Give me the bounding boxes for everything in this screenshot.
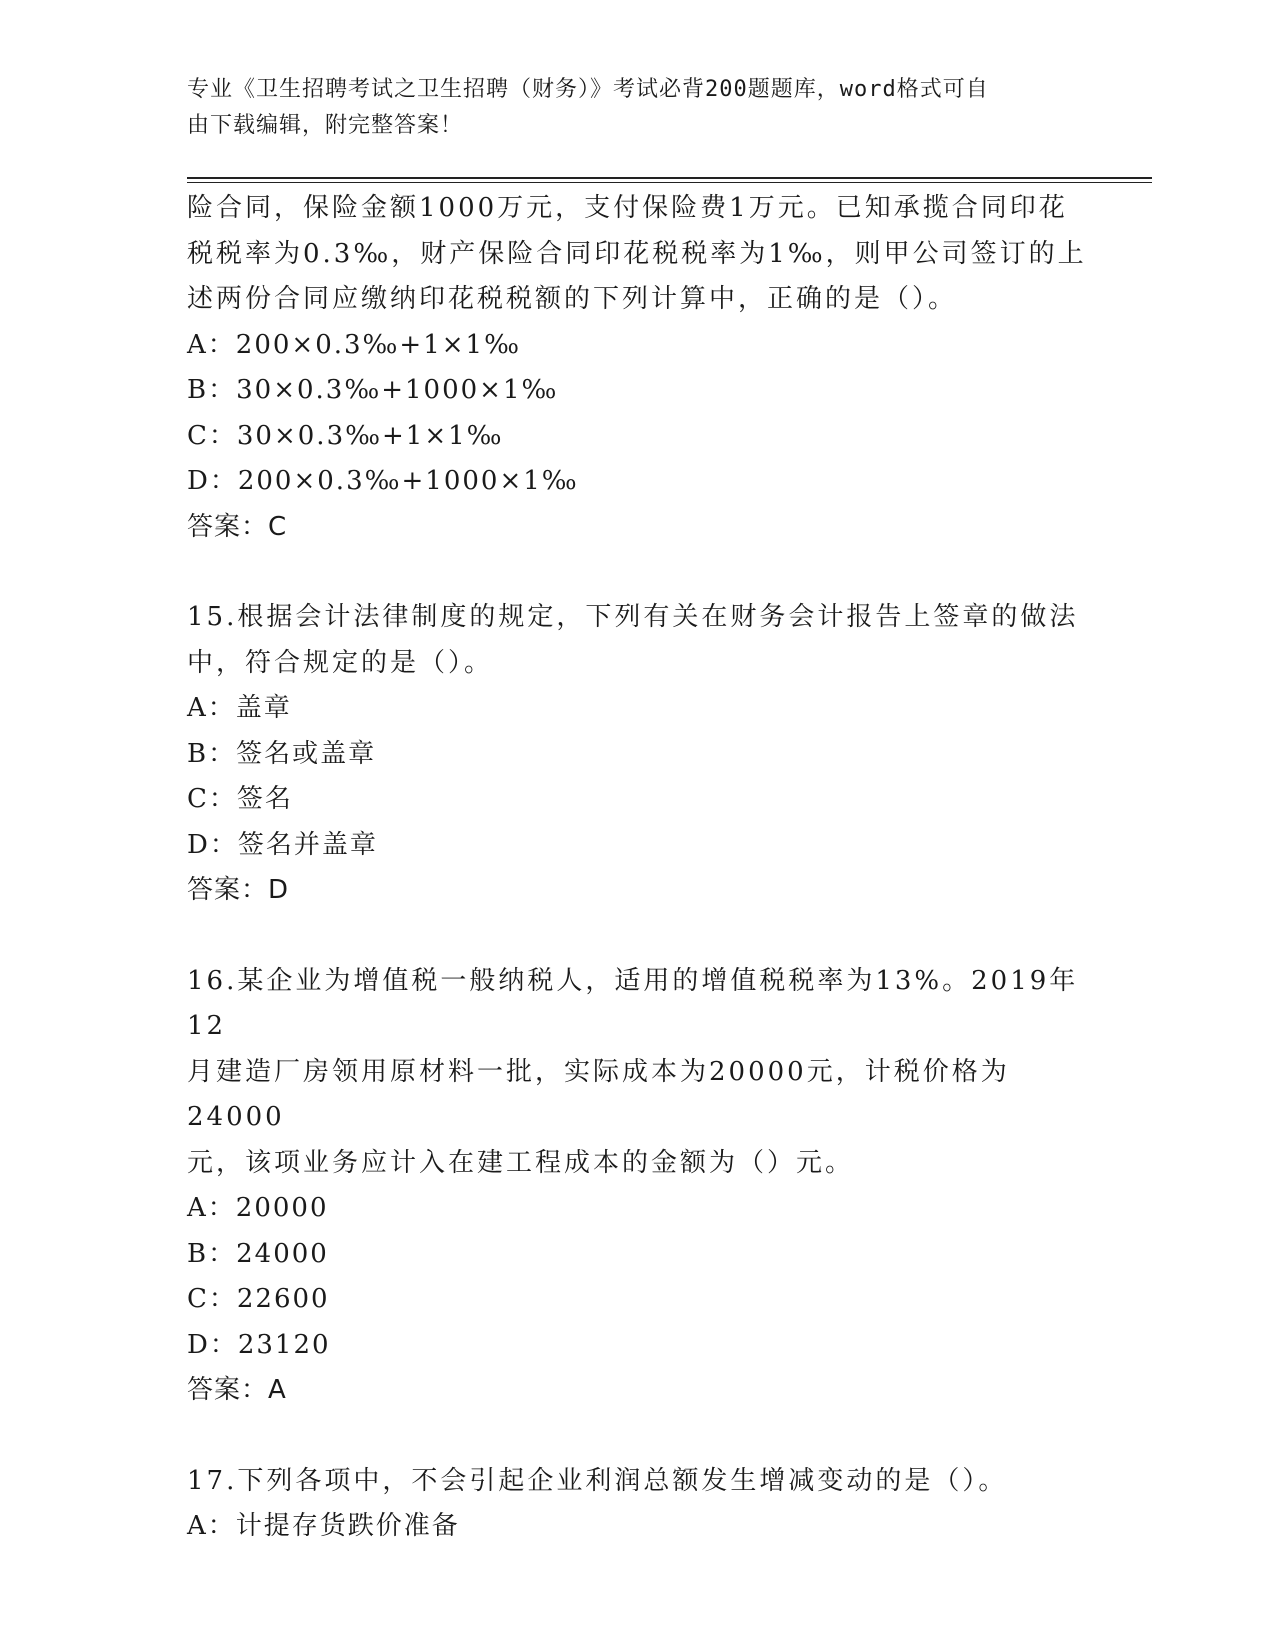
question-stem-line: 月建造厂房领用原材料一批，实际成本为20000元，计税价格为24000	[187, 1056, 1010, 1132]
question-stem-line: 税税率为0.3‰，财产保险合同印花税税率为1‰，则甲公司签订的上	[187, 238, 1087, 269]
question-14	[187, 186, 1087, 550]
option-c: C：签名	[187, 784, 293, 814]
answer: 答案：D	[187, 875, 290, 905]
document-body	[187, 186, 1087, 1550]
header-divider-thick	[187, 177, 1152, 179]
answer: 答案：A	[187, 1375, 287, 1405]
answer: 答案：C	[187, 511, 288, 542]
option-b: B：签名或盖章	[187, 738, 377, 769]
option-d: D：200×0.3‰+1000×1‰	[187, 466, 579, 496]
spacer	[187, 550, 1087, 595]
option-b: B：30×0.3‰+1000×1‰	[187, 375, 559, 405]
question-stem-line: 元，该项业务应计入在建工程成本的金额为（）元。	[187, 1147, 855, 1178]
header-divider-thin	[187, 182, 1152, 183]
option-c: C：30×0.3‰+1×1‰	[187, 420, 504, 451]
question-stem-line: 述两份合同应缴纳印花税税额的下列计算中，正确的是（）。	[187, 284, 958, 314]
spacer	[187, 914, 1087, 959]
option-c: C：22600	[187, 1284, 330, 1314]
question-17	[187, 1459, 1087, 1550]
question-15	[187, 595, 1087, 914]
header-line-1: 专业《卫生招聘考试之卫生招聘（财务）》考试必背200题题库，word格式可自	[187, 77, 989, 102]
spacer	[187, 1414, 1087, 1459]
question-stem-line: 中，符合规定的是（）。	[187, 647, 494, 678]
document-header	[187, 72, 1067, 144]
option-a: A：200×0.3‰+1×1‰	[187, 329, 521, 360]
question-stem-line: 17.下列各项中，不会引起企业利润总额发生增减变动的是（）。	[187, 1465, 1008, 1496]
option-a: A：计提存货跌价准备	[187, 1511, 460, 1541]
option-d: D：23120	[187, 1329, 331, 1360]
question-stem-line: 险合同，保险金额1000万元，支付保险费1万元。已知承揽合同印花	[187, 193, 1068, 223]
question-stem-line: 16.某企业为增值税一般纳税人，适用的增值税税率为13%。2019年12	[187, 965, 1079, 1041]
question-16	[187, 959, 1087, 1414]
option-a: A：盖章	[187, 693, 292, 723]
option-d: D：签名并盖章	[187, 829, 378, 860]
option-b: B：24000	[187, 1238, 329, 1269]
option-a: A：20000	[187, 1193, 329, 1223]
question-stem-line: 15.根据会计法律制度的规定，下列有关在财务会计报告上签章的做法	[187, 602, 1079, 632]
header-line-2: 由下载编辑，附完整答案！	[187, 113, 464, 138]
